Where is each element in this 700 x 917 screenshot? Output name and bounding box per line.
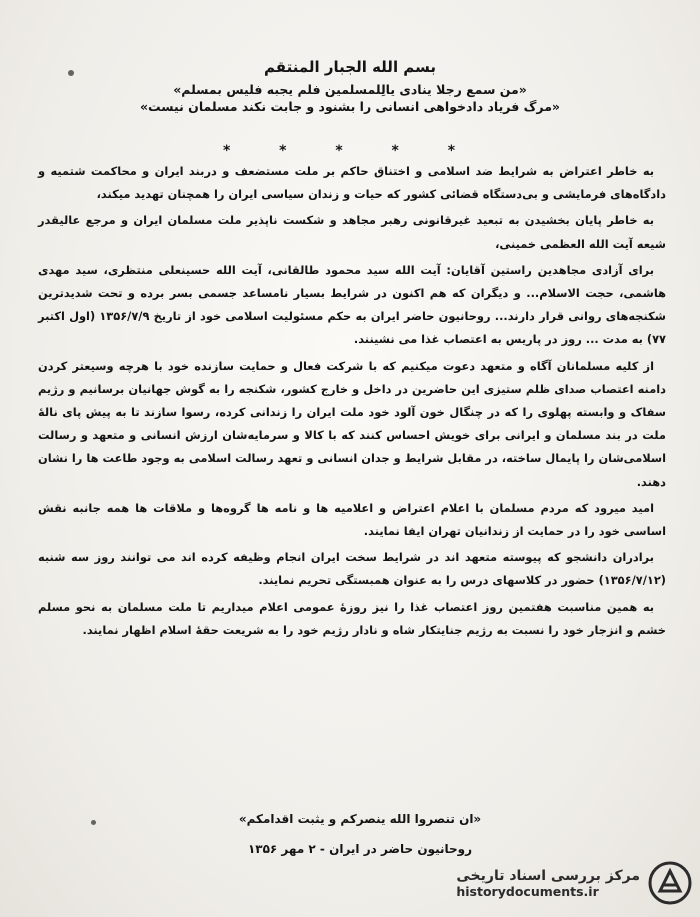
watermark — [392, 859, 692, 907]
paragraph-5: امید میرود که مردم مسلمان با اعلام اعتراض و اعلامیه ها و نامه ها گروه‌ها و ملاقات ها همه جانبه نقش اساسی خود را در حمایت از زندانیان تهران ایفا نمایند. — [38, 500, 666, 539]
paragraph-6: برادران دانشجو که پیوسته متعهد اند در شرایط سخت ایران انجام وظیفه کرده اند می توانند روز سه شنبه (۱۳۵۶/۷/۱۲) حضور در کلاسهای درس را به عنوان همبستگی تحریم نمایند. — [38, 550, 666, 588]
hadith-quote: «من سمع رجلا ینادی یالِلمسلمین فلم یجبه فلیس بمسلم» — [173, 82, 527, 97]
closing-verse: «ان تنصروا الله ینصرکم و یثبت اقدامکم» — [238, 812, 482, 826]
paragraph-7: به همین مناسبت هفتمین روز اعتصاب غذا را نیز روزهٔ عمومی اعلام میداریم تا ملت مسلمان به نحو مسلم خشم و انزجار خود را نسبت به رژیم جنایتکار شاه و نادار رژیم خود را به شریعت حقهٔ اسلام اظهار نمایند. — [38, 599, 666, 637]
basmala-heading: بسم الله الجبار المنتقم — [264, 58, 436, 76]
paragraph-4: از کلیه مسلمانان آگاه و متعهد دعوت میکنیم که با شرکت فعال و حمایت سازنده خود با هرچه وسیعتر کردن دامنه اعتصاب صدای ظلم ستیزی این حاضرین در داخل و خارج کشور، شکنجه را به گوش جهانیان برسانیم و رژیم سفاک و وابسته پهلوی را که در چنگال خون آلود خود ملت ایران را زندانی کرده، رسوا سازند تا به پیش پای نالهٔ ملت در بند مسلمان و ایرانی برای خویش احساس کنند که با کالا و سرمایه‌شان ارزش انسانی و متعهد و رسالت اسلامی‌شان را پایمال ساخته، در مقابل شرایط و جدان انسانی و تعهد رسالت اسلامی به وجود طاعت ها را نشان دهند. — [38, 358, 666, 489]
watermark-url: historydocuments.ir — [456, 883, 599, 899]
statement-body — [38, 160, 666, 645]
signature-line: روحانیون حاضر در ایران - ۲ مهر ۱۳۵۶ — [247, 842, 473, 856]
archive-logo-icon — [648, 861, 692, 905]
watermark-title: مرکز بررسی اسناد تاریخی — [456, 867, 640, 884]
paragraph-2: به خاطر پایان بخشیدن به تبعید غیرقانونی رهبر مجاهد و شکست ناپذیر ملت مسلمان ایران و مرجع عالیقدر شیعه آیت الله العظمی خمینی، — [38, 213, 666, 251]
paragraph-1: به خاطر اعتراض به شرایط ضد اسلامی و اختناق حاکم بر ملت مستضعف و دربند ایران و محاکمت شتمیه و دادگاه‌های فرمایشی و بی‌دستگاه قضائی کشور که حیات و زندان سیاسی ایران را همچنان تهدید میکند، — [38, 164, 666, 202]
paragraph-3: برای آزادی مجاهدین راستین آقایان: آیت الله سید محمود طالقانی، آیت الله حسینعلی منتظری، سید مهدی هاشمی، حجت الاسلام... و دیگران که هم اکنون در شرایط بسیار نامساعد جسمی بسر برده و تحت شدیدترین شکنجه‌های روانی قرار دارند... روحانیون حاضر ایران به حکم مسئولیت اسلامی خود از تاریخ ۱۳۵۶/۷/۹ (اول اکتبر ۷۷) به مدت ... روز در پاریس به اعتصاب غذا می نشینند. — [38, 262, 666, 347]
quote-translation: «مرگ فریاد دادخواهی انسانی را بشنود و جابت نکند مسلمان نیست» — [139, 99, 561, 114]
watermark-text — [456, 868, 640, 899]
star-divider: * * * * * — [222, 143, 478, 159]
document-header — [0, 58, 700, 116]
